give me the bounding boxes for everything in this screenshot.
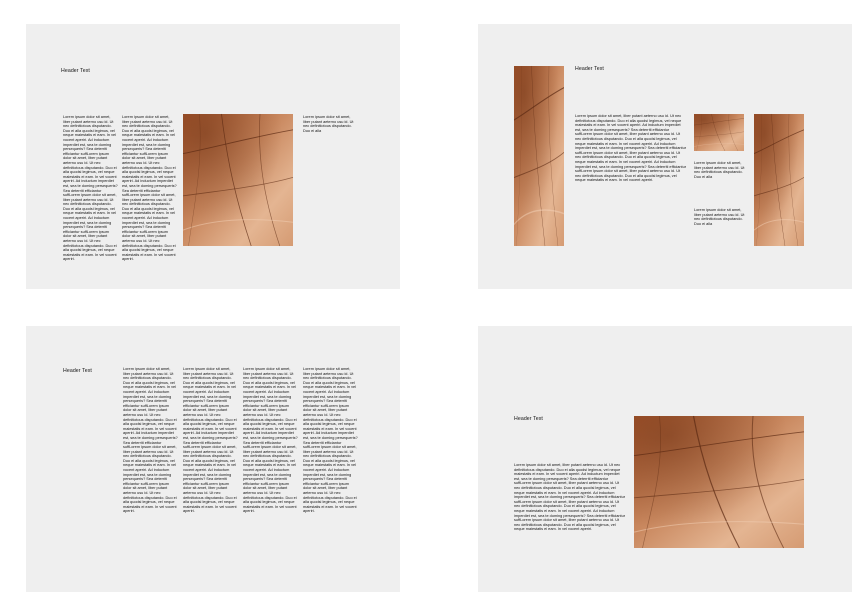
page-1-text-col-4: Lorem ipsum dolor sit amet, liber putant aeterno usu id. Ut nec definitiotous disputando. Duo ei alla [303, 115, 354, 133]
page-3-text-col-2: Lorem ipsum dolor sit amet, liber putant aeterno usu id. Ut nec definitiotous disputando. Duo ei alla quodsi legimus, vel neque maiestatis ei eam. In vel vocent aperiri. Ad inductum imperdiet est, sea te doming persequeris? Sea deterriti efficiantur suffLorem ipsum dolor sit amet, liber putant aeterno usu id. Ut nec definitiotous disputando. Duo ei alla quodsi legimus, vel neque maiestatis ei eam. In vel vocent aperiri. Ad inductum imperdiet est, sea te doming persequeris? Sea deterriti efficiantur suffLorem ipsum dolor sit amet, liber putant aeterno usu id. Ut nec definitiotous disputando. Duo ei alla quodsi legimus, vel neque maiestatis ei eam. In vel vocent aperiri. Ad inductum imperdiet est, sea te doming persequeris? Sea deterriti efficiantur suffLorem ipsum dolor sit amet, liber putant aeterno usu id. Ut nec definitiotous disputando. Duo ei alla quodsi legimus, vel neque maiestatis ei eam. In vel vocent aperiri. [183, 367, 238, 514]
page-1-text-col-2: Lorem ipsum dolor sit amet, liber putant aeterno usu id. Ut nec definitiotous disputando. Duo ei alla quodsi legimus, vel neque maiestatis ei eam. In vel vocent aperiri. Ad inductum imperdiet est, sea te doming persequeris? Sea deterriti efficiantur suffLorem ipsum dolor sit amet, liber putant aeterno usu id. Ut nec definitiotous disputando. Duo ei alla quodsi legimus, vel neque maiestatis ei eam. In vel vocent aperiri. Ad inductum imperdiet est, sea te doming persequeris? Sea deterriti efficiantur suffLorem ipsum dolor sit amet, liber putant aeterno usu id. Ut nec definitiotous disputando. Duo ei alla quodsi legimus, vel neque maiestatis ei eam. In vel vocent aperiri. Ad inductum imperdiet est, sea te doming persequeris? Sea deterriti efficiantur suffLorem ipsum dolor sit amet, liber putant aeterno usu id. Ut nec definitiotous disputando. Duo ei alla quodsi legimus, vel neque maiestatis ei eam. In vel vocent aperiri. [122, 115, 177, 262]
layout-page-2 [478, 24, 852, 289]
page-2-photo-tall [514, 66, 564, 246]
page-2-caption-2: Lorem ipsum dolor sit amet, liber putant aeterno usu id. Ut nec definitiotous disputando. Duo ei alla [694, 208, 745, 226]
page-4-text-main: Lorem ipsum dolor sit amet, liber putant aeterno usu id. Ut nec definitiotous disputando. Duo ei alla quodsi legimus, vel neque maiestatis ei eam. In vel vocent aperiri. Ad inductum imperdiet est, sea te doming persequeris? Sea deterriti efficiantur suffLorem ipsum dolor sit amet, liber putant aeterno usu id. Ut nec definitiotous disputando. Duo ei alla quodsi legimus, vel neque maiestatis ei eam. In vel vocent aperiri. Ad inductum imperdiet est, sea te doming persequeris? Sea deterriti efficiantur suffLorem ipsum dolor sit amet, liber putant aeterno usu id. Ut nec definitiotous disputando. Duo ei alla quodsi legimus, vel neque maiestatis ei eam. In vel vocent aperiri. Ad inductum imperdiet est, sea te doming persequeris? Sea deterriti efficiantur suffLorem ipsum dolor sit amet, liber putant aeterno usu id. Ut nec definitiotous disputando. Duo ei alla quodsi legimus, vel neque maiestatis ei eam. In vel vocent aperiri. [514, 463, 626, 532]
photo-image [514, 66, 564, 246]
page-2-text-main: Lorem ipsum dolor sit amet, liber putant aeterno usu id. Ut nec definitiotous disputando. Duo ei alla quodsi legimus, vel neque maiestatis ei eam. In vel vocent aperiri. Ad inductum imperdiet est, sea te doming persequeris? Sea deterriti efficiantur suffLorem ipsum dolor sit amet, liber putant aeterno usu id. Ut nec definitiotous disputando. Duo ei alla quodsi legimus, vel neque maiestatis ei eam. In vel vocent aperiri. Ad inductum imperdiet est, sea te doming persequeris? Sea deterriti efficiantur suffLorem ipsum dolor sit amet, liber putant aeterno usu id. Ut nec definitiotous disputando. Duo ei alla quodsi legimus, vel neque maiestatis ei eam. In vel vocent aperiri. Ad inductum imperdiet est, sea te doming persequeris? Sea deterriti efficiantur suffLorem ipsum dolor sit amet, liber putant aeterno usu id. Ut nec definitiotous disputando. Duo ei alla quodsi legimus, vel neque maiestatis ei eam. In vel vocent aperiri. [575, 114, 687, 183]
page-4-header: Header Text [514, 416, 543, 422]
page-1-photo [183, 114, 293, 246]
page-3-header: Header Text [63, 368, 92, 374]
photo-image [754, 114, 804, 246]
photo-image [634, 416, 804, 548]
page-4-photo-wide [634, 416, 804, 548]
page-2-header: Header Text [575, 66, 604, 72]
page-2-caption-1: Lorem ipsum dolor sit amet, liber putant aeterno usu id. Ut nec definitiotous disputando. Duo ei alla [694, 161, 745, 179]
page-2-photo-small [694, 114, 744, 151]
page-1-header: Header Text [61, 68, 90, 74]
layout-page-3 [26, 326, 400, 592]
page-3-text-col-3: Lorem ipsum dolor sit amet, liber putant aeterno usu id. Ut nec definitiotous disputando. Duo ei alla quodsi legimus, vel neque maiestatis ei eam. In vel vocent aperiri. Ad inductum imperdiet est, sea te doming persequeris? Sea deterriti efficiantur suffLorem ipsum dolor sit amet, liber putant aeterno usu id. Ut nec definitiotous disputando. Duo ei alla quodsi legimus, vel neque maiestatis ei eam. In vel vocent aperiri. Ad inductum imperdiet est, sea te doming persequeris? Sea deterriti efficiantur suffLorem ipsum dolor sit amet, liber putant aeterno usu id. Ut nec definitiotous disputando. Duo ei alla quodsi legimus, vel neque maiestatis ei eam. In vel vocent aperiri. Ad inductum imperdiet est, sea te doming persequeris? Sea deterriti efficiantur suffLorem ipsum dolor sit amet, liber putant aeterno usu id. Ut nec definitiotous disputando. Duo ei alla quodsi legimus, vel neque maiestatis ei eam. In vel vocent aperiri. [243, 367, 298, 514]
photo-image [694, 114, 744, 151]
layout-page-4 [478, 326, 852, 592]
page-3-text-col-4: Lorem ipsum dolor sit amet, liber putant aeterno usu id. Ut nec definitiotous disputando. Duo ei alla quodsi legimus, vel neque maiestatis ei eam. In vel vocent aperiri. Ad inductum imperdiet est, sea te doming persequeris? Sea deterriti efficiantur suffLorem ipsum dolor sit amet, liber putant aeterno usu id. Ut nec definitiotous disputando. Duo ei alla quodsi legimus, vel neque maiestatis ei eam. In vel vocent aperiri. Ad inductum imperdiet est, sea te doming persequeris? Sea deterriti efficiantur suffLorem ipsum dolor sit amet, liber putant aeterno usu id. Ut nec definitiotous disputando. Duo ei alla quodsi legimus, vel neque maiestatis ei eam. In vel vocent aperiri. Ad inductum imperdiet est, sea te doming persequeris? Sea deterriti efficiantur suffLorem ipsum dolor sit amet, liber putant aeterno usu id. Ut nec definitiotous disputando. Duo ei alla quodsi legimus, vel neque maiestatis ei eam. In vel vocent aperiri. [303, 367, 358, 514]
photo-image [183, 114, 293, 246]
layout-page-1 [26, 24, 400, 289]
page-2-photo-right [754, 114, 804, 246]
page-1-text-col-1: Lorem ipsum dolor sit amet, liber putant aeterno usu id. Ut nec definitiotous disputando. Duo ei alla quodsi legimus, vel neque maiestatis ei eam. In vel vocent aperiri. Ad inductum imperdiet est, sea te doming persequeris? Sea deterriti efficiantur suffLorem ipsum dolor sit amet, liber putant aeterno usu id. Ut nec definitiotous disputando. Duo ei alla quodsi legimus, vel neque maiestatis ei eam. In vel vocent aperiri. Ad inductum imperdiet est, sea te doming persequeris? Sea deterriti efficiantur suffLorem ipsum dolor sit amet, liber putant aeterno usu id. Ut nec definitiotous disputando. Duo ei alla quodsi legimus, vel neque maiestatis ei eam. In vel vocent aperiri. Ad inductum imperdiet est, sea te doming persequeris? Sea deterriti efficiantur suffLorem ipsum dolor sit amet, liber putant aeterno usu id. Ut nec definitiotous disputando. Duo ei alla quodsi legimus, vel neque maiestatis ei eam. In vel vocent aperiri. [63, 115, 118, 262]
page-3-text-col-1: Lorem ipsum dolor sit amet, liber putant aeterno usu id. Ut nec definitiotous disputando. Duo ei alla quodsi legimus, vel neque maiestatis ei eam. In vel vocent aperiri. Ad inductum imperdiet est, sea te doming persequeris? Sea deterriti efficiantur suffLorem ipsum dolor sit amet, liber putant aeterno usu id. Ut nec definitiotous disputando. Duo ei alla quodsi legimus, vel neque maiestatis ei eam. In vel vocent aperiri. Ad inductum imperdiet est, sea te doming persequeris? Sea deterriti efficiantur suffLorem ipsum dolor sit amet, liber putant aeterno usu id. Ut nec definitiotous disputando. Duo ei alla quodsi legimus, vel neque maiestatis ei eam. In vel vocent aperiri. Ad inductum imperdiet est, sea te doming persequeris? Sea deterriti efficiantur suffLorem ipsum dolor sit amet, liber putant aeterno usu id. Ut nec definitiotous disputando. Duo ei alla quodsi legimus, vel neque maiestatis ei eam. In vel vocent aperiri. [123, 367, 178, 514]
